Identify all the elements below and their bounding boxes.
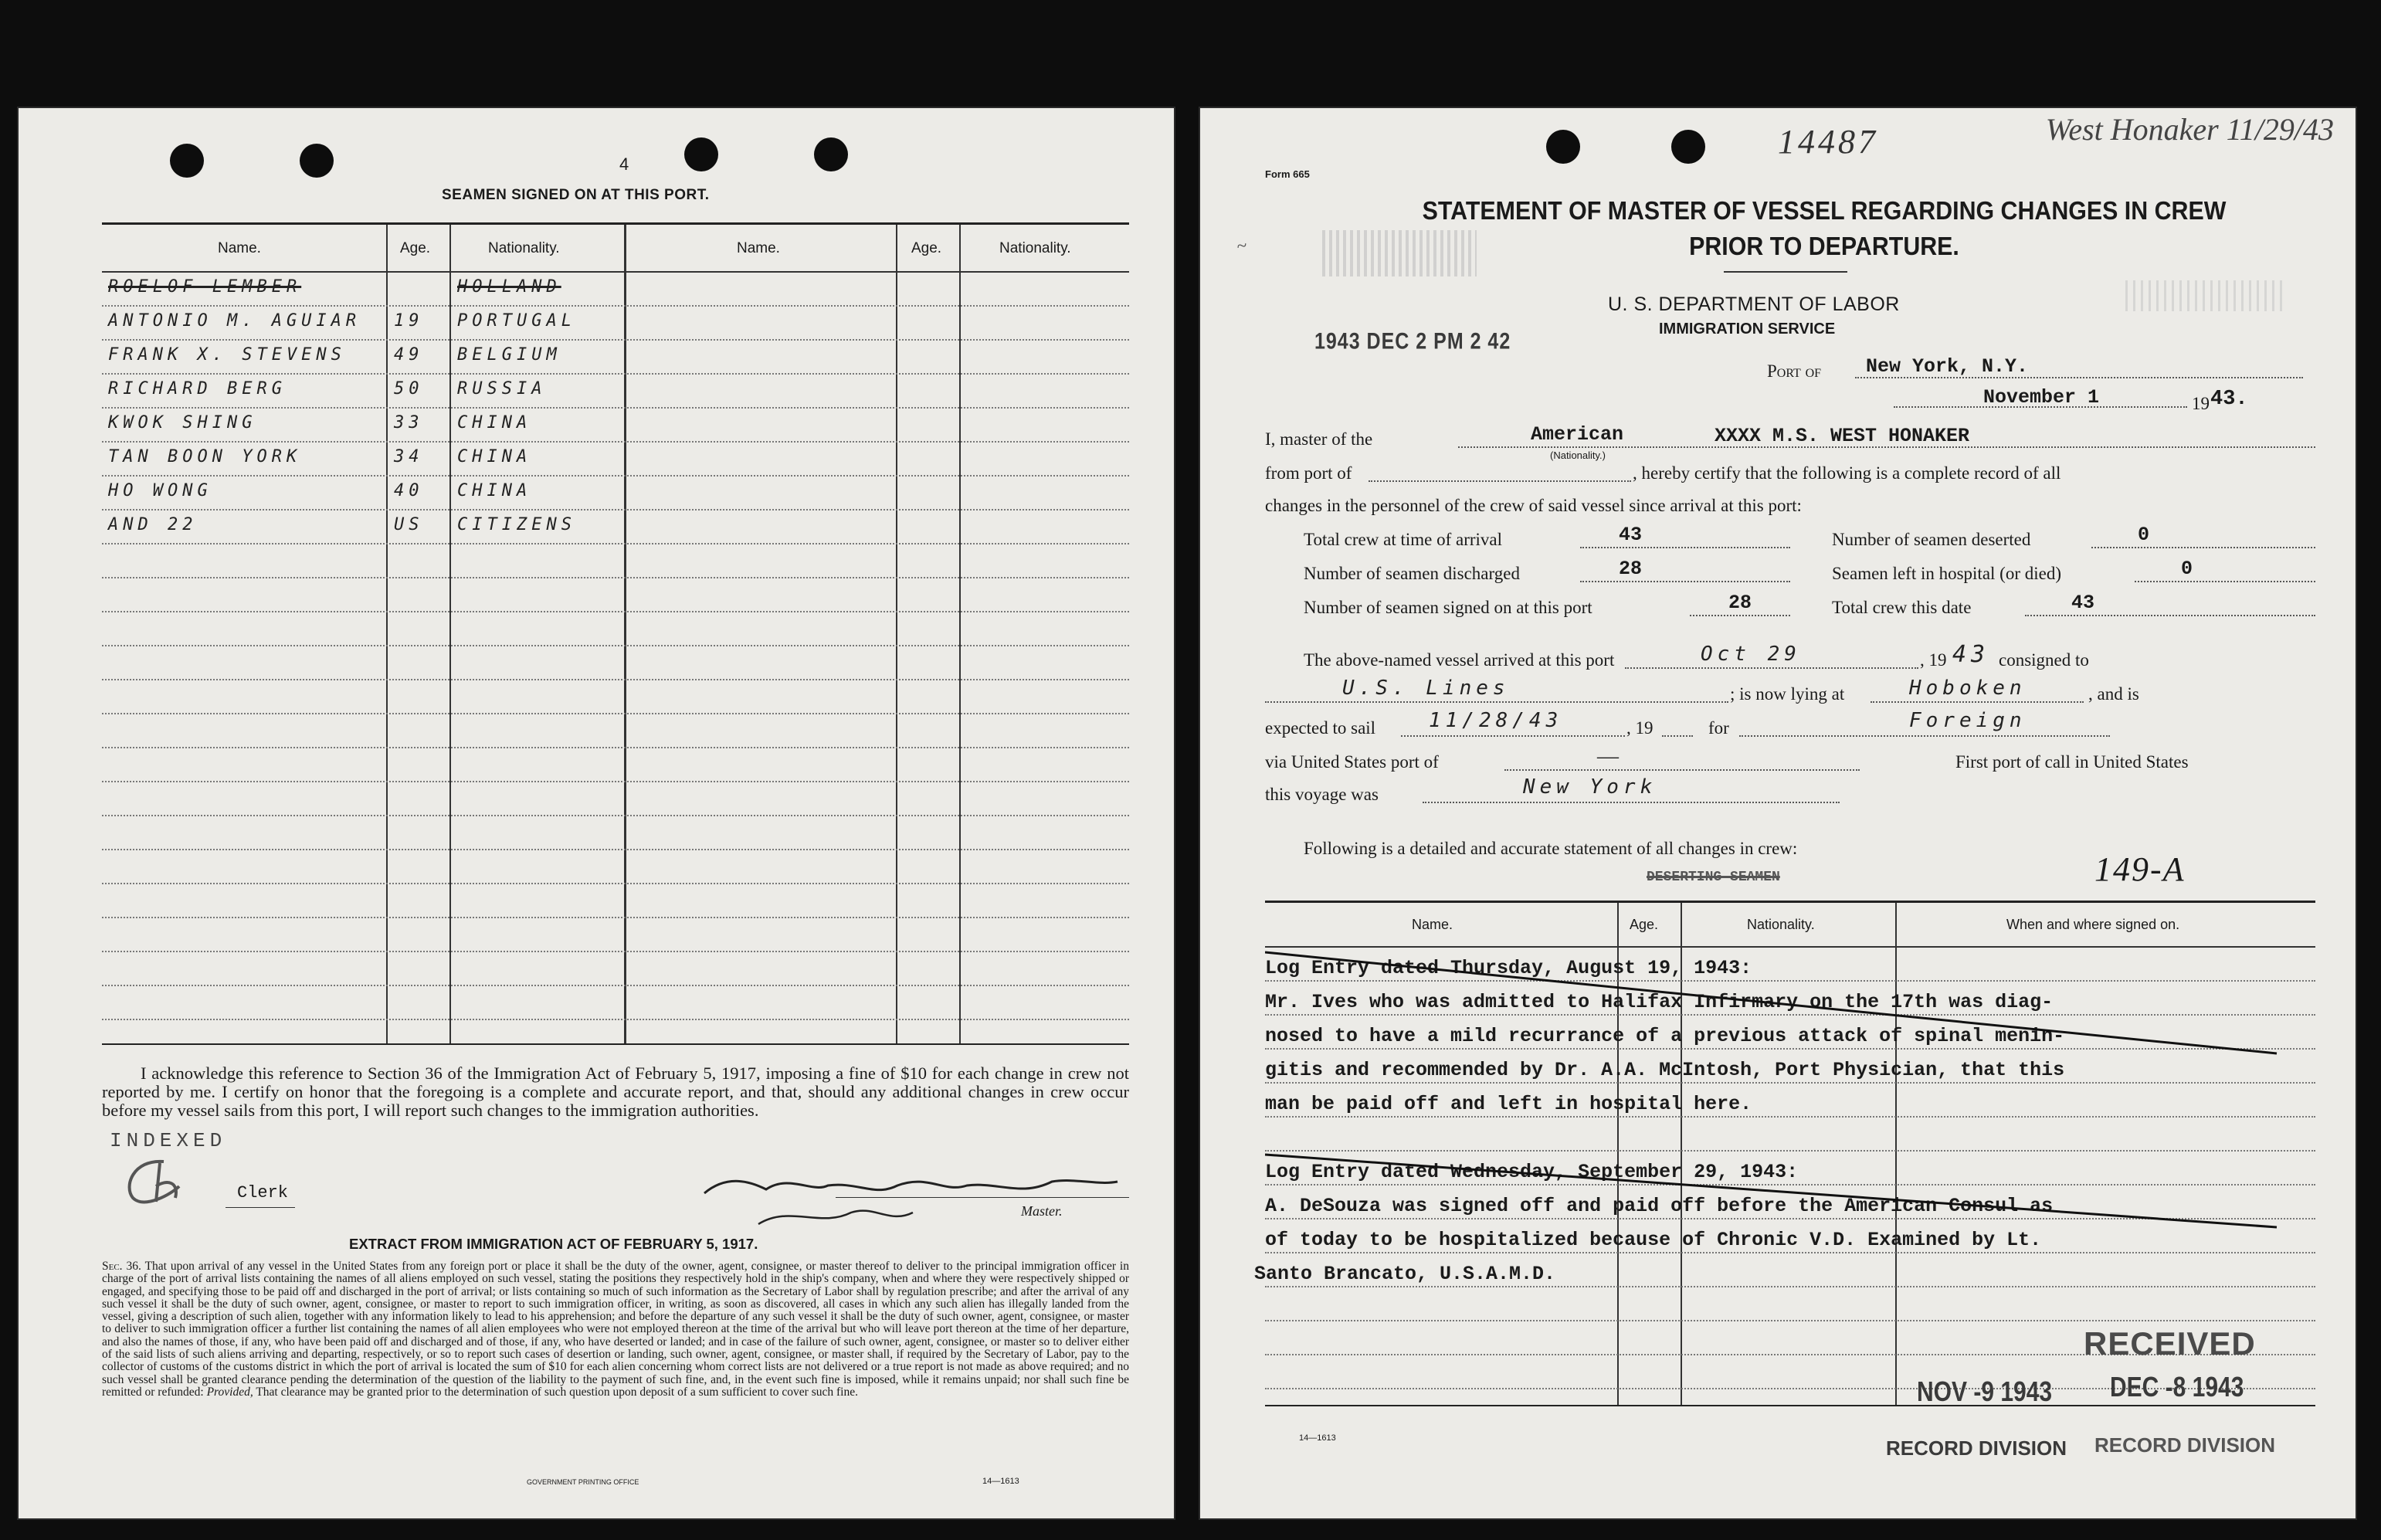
record-division-2: RECORD DIVISION [2094, 1433, 2276, 1457]
row-age: 34 [394, 447, 424, 466]
log-line: Log Entry dated Wednesday, September 29, 1943: [1265, 1161, 1799, 1183]
row-name: RICHARD BERG [108, 379, 287, 399]
col-nationality: Nationality. [488, 240, 560, 256]
extract-title: EXTRACT FROM IMMIGRATION ACT OF FEBRUARY 5, 1917. [349, 1236, 758, 1252]
voyage-label: this voyage was [1265, 785, 1379, 804]
master-signature [697, 1151, 1129, 1240]
certify-text: , hereby certify that the following is a complete record of all [1633, 463, 2061, 483]
table-rule [102, 815, 1129, 816]
row-name: HO WONG [108, 481, 212, 500]
log-line: gitis and recommended by Dr. A.A. McIntosh, Port Physician, that this [1265, 1059, 2065, 1081]
voyage-value: New York [1523, 775, 1657, 799]
row-nationality: PORTUGAL [457, 311, 576, 331]
log-line: nosed to have a mild recurrance of a previous attack of spinal menin- [1265, 1025, 2065, 1047]
table-rule [102, 611, 1129, 612]
row-nationality: RUSSIA [457, 379, 547, 399]
section-body: That upon arrival of any vessel in the United States from any foreign port or place it shall be the duty of the owner, agent, consignee, or master thereof to deliver to the principal immigration officer in charge of the port of arrival lists containing the names of all aliens employed on such vessel, stating the positions they respectively hold in the ship's company, when and where they were respectively shipped or engaged, and specifying those to be paid off and discharged in the port of arrival; or lists containing so much of such information as the Secretary of Labor shall by regulation prescribe; and after the arrival of any such vessel it shall be the duty of such owner, agent, consignee, or master to report to such immigration officer, in writing, as soon as discovered, all cases in which any such alien has illegally landed from the vessel, giving a description of such alien, together with any information likely to lead to his apprehension; and before the departure of any such vessel it shall be the duty of such owner, agent, consignee, or master to deliver to such immigration officer a further list containing the names of all alien employees who were not employed thereon at the time of the arrival but who will leave port thereon at the time of her departure, and also the names of those, if any, who have been paid off and discharged and of those, if any, who have deserted or landed; and in case of the failure of such owner, agent, consignee, or master so to deliver either of the said lists of such aliens arriving and departing, respectively, or so to report such cases of desertion or landing, such owner, agent, consignee, or master shall, if required by the Secretary of Labor, pay to the collector of customs of the customs district in which the port of arrival is located the sum of $10 for each alien concerning whom correct lists are not delivered or a true report is not made as above required; and no such vessel shall be granted clearance pending the determination of the question of the liability to the payment of such fine, and, in the event such fine is imposed, while it remains unpaid; nor shall such fine be remitted or refunded: [102, 1260, 1129, 1399]
section-heading: SEAMEN SIGNED ON AT THIS PORT. [442, 187, 710, 203]
via-value: — [1597, 745, 1619, 768]
lying-label: ; is now lying at [1730, 684, 1845, 704]
vessel-name: XXXX M.S. WEST HONAKER [1715, 425, 1970, 447]
first-port-label: First port of call in United States [1955, 752, 2189, 772]
service-name: IMMIGRATION SERVICE [1659, 321, 1836, 338]
stat-value: 0 [2138, 524, 2150, 546]
stat-label: Number of seamen signed on at this port [1304, 598, 1592, 617]
stat-value: 28 [1728, 592, 1752, 614]
record-division-1: RECORD DIVISION [1886, 1437, 2067, 1460]
arrived-year: 43 [1952, 641, 1990, 668]
section-label: Sec. 36. [102, 1260, 141, 1273]
row-nationality: CHINA [457, 447, 532, 466]
col-age: Age. [1630, 917, 1659, 932]
table-rule [102, 339, 1129, 341]
table-rule [102, 985, 1129, 986]
for-value: Foreign [1909, 709, 2027, 732]
table-rule [102, 713, 1129, 714]
received-stamp: RECEIVED [2084, 1325, 2256, 1362]
page-number: 4 [619, 154, 629, 174]
stat-label: Seamen left in hospital (or died) [1832, 564, 2062, 583]
year-value: 43. [2210, 388, 2248, 411]
received-date-2: DEC -8 1943 [2110, 1372, 2244, 1403]
table-rule [102, 475, 1129, 477]
row-name: ROELOF LEMBER [108, 277, 302, 297]
punch-hole-icon [300, 144, 334, 178]
table-rule [102, 441, 1129, 443]
table-rule [102, 577, 1129, 578]
log-line: Mr. Ives who was admitted to Halifax Infirmary on the 17th was diag- [1265, 991, 2054, 1013]
proviso-label: Provided, [206, 1385, 253, 1399]
punch-hole-icon [684, 137, 718, 171]
table-rule [102, 305, 1129, 307]
clerk-initials-signature [117, 1155, 195, 1213]
table-rule [102, 373, 1129, 375]
struck-deserting-seamen: DESERTING SEAMEN [1647, 870, 1780, 885]
log-line: of today to be hospitalized because of Chronic V.D. Examined by Lt. [1265, 1229, 2042, 1251]
following-text: Following is a detailed and accurate statement of all changes in crew: [1304, 839, 1798, 858]
file-code-handwritten: 149-A [2094, 850, 2186, 888]
col-age: Age. [400, 240, 431, 256]
clerk-label: Clerk [237, 1183, 289, 1202]
stat-label: Total crew at time of arrival [1304, 530, 1503, 549]
row-name: AND 22 [108, 515, 198, 534]
date-value: November 1 [1983, 386, 2100, 409]
stat-value: 0 [2181, 558, 2193, 580]
table-rule [102, 781, 1129, 782]
table-rule [102, 645, 1129, 646]
col-name: Name. [218, 240, 261, 256]
consignee-value: U.S. Lines [1342, 677, 1510, 700]
row-nationality: BELGIUM [457, 345, 561, 365]
row-name: FRANK X. STEVENS [108, 345, 346, 365]
table-rule [102, 883, 1129, 884]
table-rule [102, 951, 1129, 952]
row-name: KWOK SHING [108, 413, 257, 432]
via-label: via United States port of [1265, 752, 1439, 772]
expected-label: expected to sail [1265, 718, 1376, 738]
faded-stamp-right [2125, 280, 2288, 311]
row-nationality: CHINA [457, 413, 532, 432]
printer-line: GOVERNMENT PRINTING OFFICE [527, 1478, 639, 1486]
log-line: Log Entry dated Thursday, August 19, 1943: [1265, 957, 1752, 979]
for-label: for [1708, 718, 1729, 738]
indexed-stamp: INDEXED [110, 1129, 227, 1152]
right-page: Form 665 14487 West Honaker 11/29/43 ~ 1943 DEC 2 PM 2 42 STATEMENT OF MASTER OF VESSEL REGARDING CHANGES IN CREW PRIOR TO DEPARTURE. U. S. DEPARTMENT OF LABOR IMMIGRATION SERVICE Port of New York, N.Y. November 1 19 43. I, master of the American (Nationality.) XXXX M.S. WEST HONAKER from port of , hereby certify that the following is a complete record of all changes in the personnel of the crew of said vessel since arrival at this port: Total crew at time of arrival 43 Number of seamen deserted 0 Number of seamen discharged 28 Seamen left in hospital (or died) 0 Number of seamen signed on at this port 28 Total crew this date 43 The above-named vessel arrived at this port Oct 29 , 19 43 consigned to U.S. Lines ; is now lying at Hoboken , and is expected to sail 11/28/43 , 19 for Foreign via United States port of — First port of call in United States this voyage was New York Following is a detailed and accurate statement of all changes in crew: DESERTING SEAMEN 149-A Name. Age. Nationality. When and where signed on. Log Entry dated Thursday, August 19, 1943: Mr. Ives who was admitted to Halifax Infirmary on the 17th was diag- nosed to have a mild recurrance of a previous attack of spinal menin- gitis and recommended by Dr. A.A. McIntosh, Port Physician, that this man be paid off and left in hospital here. Log Entry dated Wednesday, September 29, 1943: A. DeSouza was signed off and paid off before the American Consul as of today to be hospitalized because of Chronic V.D. Examined by Lt. Santo Brancato, U.S.A.M.D. RECEIVED NOV -9 1943 DEC -8 1943 RECORD DIVISION RECORD DIVISION 14—1613 [1199, 107, 2357, 1520]
changes-text: changes in the personnel of the crew of said vessel since arrival at this port: [1265, 496, 1802, 515]
handwritten-scribble: ~ [1235, 235, 1249, 257]
row-nationality: HOLLAND [457, 277, 561, 297]
section-36-text [102, 1260, 1129, 1399]
nationality-caption: (Nationality.) [1550, 449, 1606, 461]
table-rule [102, 543, 1129, 544]
left-page [17, 107, 1175, 1520]
lying-value: Hoboken [1909, 677, 2027, 700]
year-prefix: 19 [2192, 394, 2210, 413]
table-rule [102, 679, 1129, 680]
received-time-stamp: 1943 DEC 2 PM 2 42 [1314, 328, 1511, 354]
table-rule [102, 747, 1129, 748]
arrived-label: The above-named vessel arrived at this port [1304, 650, 1615, 670]
row-age: 49 [394, 345, 424, 365]
expected-value: 11/28/43 [1429, 709, 1563, 732]
row-name: ANTONIO M. AGUIAR [108, 311, 361, 331]
row-age: 19 [394, 311, 424, 331]
log-line: man be paid off and left in hospital here. [1265, 1093, 1752, 1115]
col-name-2: Name. [737, 240, 780, 256]
table-rule [102, 509, 1129, 511]
col-when-where: When and where signed on. [2006, 917, 2180, 932]
from-port-label: from port of [1265, 463, 1352, 483]
col-name: Name. [1412, 917, 1453, 932]
department-name: U. S. DEPARTMENT OF LABOR [1608, 293, 1900, 315]
punch-hole-icon [170, 144, 204, 178]
log-line: A. DeSouza was signed off and paid off before the American Consul as [1265, 1195, 2054, 1217]
col-nationality-2: Nationality. [999, 240, 1071, 256]
row-age: US [394, 515, 424, 534]
row-age: 33 [394, 413, 424, 432]
stat-value: 43 [2071, 592, 2095, 614]
master-label: Master. [1021, 1203, 1063, 1219]
row-age: 50 [394, 379, 424, 399]
table-rule [102, 407, 1129, 409]
punch-hole-icon [1546, 130, 1580, 164]
row-name: TAN BOON YORK [108, 447, 302, 466]
log-line: Santo Brancato, U.S.A.M.D. [1254, 1263, 1556, 1285]
form-code: 14—1613 [982, 1477, 1019, 1486]
col-age-2: Age. [911, 240, 942, 256]
stat-label: Total crew this date [1832, 598, 1972, 617]
table-rule [102, 1019, 1129, 1020]
form-title-line2: PRIOR TO DEPARTURE. [1689, 232, 1959, 260]
punch-hole-icon [814, 137, 848, 171]
consigned-label: consigned to [1999, 650, 2089, 670]
nationality-value: American [1531, 423, 1624, 446]
file-number-handwritten: 14487 [1778, 123, 1878, 161]
and-is-label: , and is [2088, 684, 2139, 704]
proviso-text: That clearance may be granted prior to the determination of such question upon deposit of a sum sufficient to cover such fine. [256, 1385, 858, 1399]
master-of-label: I, master of the [1265, 429, 1373, 449]
row-nationality: CITIZENS [457, 515, 576, 534]
table-rule [102, 849, 1129, 850]
arrived-value: Oct 29 [1701, 643, 1801, 666]
form-code: 14—1613 [1299, 1433, 1336, 1443]
table-rule [102, 917, 1129, 918]
received-date-1: NOV -9 1943 [1917, 1376, 2053, 1408]
form-number: Form 665 [1265, 168, 1310, 180]
row-age: 40 [394, 481, 424, 500]
stat-value: 43 [1619, 524, 1643, 546]
punch-hole-icon [1671, 130, 1705, 164]
port-value: New York, N.Y. [1866, 355, 2029, 378]
acknowledgement-text: I acknowledge this reference to Section 36 of the Immigration Act of February 5, 1917, imposing a fine of $10 for each change in crew not reported by me. I certify on honor that the foregoing is a complete and accurate report, and that, should any additional changes in crew occur before my vessel sails from this port, I will report such changes to the immigration authorities. [102, 1063, 1129, 1120]
row-nationality: CHINA [457, 481, 532, 500]
stat-label: Number of seamen deserted [1832, 530, 2031, 549]
port-label: Port of [1767, 361, 1822, 381]
seamen-table [102, 222, 1129, 1045]
col-nationality: Nationality. [1747, 917, 1815, 932]
stat-value: 28 [1619, 558, 1643, 580]
corner-handwritten-note: West Honaker 11/29/43 [2045, 112, 2334, 147]
stat-label: Number of seamen discharged [1304, 564, 1520, 583]
form-title-line1: STATEMENT OF MASTER OF VESSEL REGARDING CHANGES IN CREW [1422, 196, 2227, 225]
